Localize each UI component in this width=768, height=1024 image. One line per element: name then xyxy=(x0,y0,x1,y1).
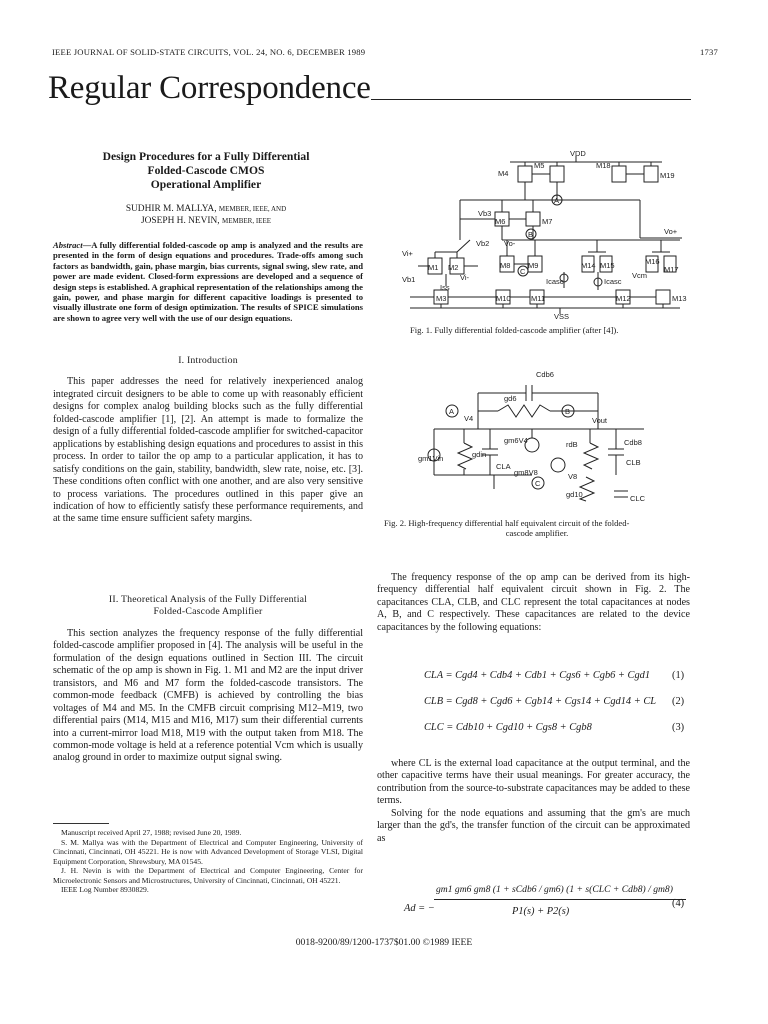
fig2-label-gm1vin: gm1Vin xyxy=(418,454,444,463)
title-line: Design Procedures for a Fully Differential xyxy=(102,150,310,163)
abstract-text: —A fully differential folded-cascode op amp is analyzed and the results are presented in the form of design equations and procedures. Trade-offs among such factors as bandwidth, gain, phase margin, bias currents, signal swing, slew rate, and power are made evident. Closed-form expressions are developed and a sequence of design steps is established. A graphical representation of the relationships among the gain, power, and phase margin for different capacitive loadings is presented to visually illustrate one form of design optimization. The results of SPICE simulations are shown to agree very well with the use of our design equations. xyxy=(53,240,363,323)
fig2-label-gm8v8: gm8V8 xyxy=(514,468,538,477)
intro-paragraph: This paper addresses the need for relatively inexperienced analog integrated circuit designers to be able to come up with reasonably efficient designs for complex analog building blocks such as the fully differential folded-cascode amplifier [1], [2]. An attempt is made to formalize the design of a fully differential folded-cascode amplifier for switched-capacitor applications by establishing design equations and procedures to assist in this process. In order to tailor the op amp to a particular application, it has to satisfy conditions on the gain, stability, bandwidth, slew rate, noise, etc. [3]. These conditions often conflict with one another, and are also very sensitive to process variations. The procedures outlined in this paper give an indication of how to efficiently satisfy these performance requirements, and at the same time ensure sufficient safety margins. xyxy=(53,376,363,525)
fig2-node-c: C xyxy=(535,479,541,488)
fig1-node-a: A xyxy=(554,196,560,205)
fig1-label-m10: M10 xyxy=(496,294,511,303)
equation-2: CLB = Cgd8 + Cgd6 + Cgb14 + Cgs14 + Cgd14 + CL xyxy=(424,696,657,707)
fig1-node-c: C xyxy=(520,267,526,276)
fig2-label-vout: Vout xyxy=(592,416,608,425)
fig1-label-m14: M14 xyxy=(581,261,596,270)
fig2-label-gd10: gd10 xyxy=(566,490,583,499)
page-number: 1737 xyxy=(700,47,718,57)
fig1-label-m6: M6 xyxy=(495,217,506,226)
figure-2-schematic xyxy=(418,365,668,515)
fig1-label-m4: M4 xyxy=(498,169,509,178)
fig1-label-icasc-1: Icasc xyxy=(546,277,564,286)
figure-1-schematic xyxy=(400,148,690,320)
fig1-label-m12: M12 xyxy=(616,294,631,303)
fig1-label-m8: M8 xyxy=(500,261,511,270)
fig1-label-m18: M18 xyxy=(596,161,611,170)
title-line: Folded-Cascode CMOS xyxy=(147,164,265,178)
footnote: IEEE Log Number 8930829. xyxy=(61,885,149,894)
abstract xyxy=(53,240,363,323)
author-role: MEMBER, IEEE, AND xyxy=(218,205,287,213)
equation-4-fraction-bar xyxy=(434,899,686,900)
fig1-label-m17: M17 xyxy=(664,265,679,274)
fig1-label-m9: M9 xyxy=(528,261,539,270)
fig2-label-clb: CLB xyxy=(626,458,641,467)
equation-4-number: (4) xyxy=(672,898,685,909)
fig2-node-a: A xyxy=(449,407,455,416)
fig2-node-b: B xyxy=(565,407,571,416)
fig1-label-vi-plus: Vi+ xyxy=(402,249,413,258)
equation-1: CLA = Cgd4 + Cdb4 + Cdb1 + Cgs6 + Cgb6 + Cgd1 xyxy=(424,670,651,681)
equation-1-number: (1) xyxy=(672,670,685,681)
fig1-label-vb3: Vb3 xyxy=(478,209,492,218)
fig2-label-gd6: gd6 xyxy=(504,394,517,403)
title-line: Operational Amplifier xyxy=(150,178,262,192)
running-header xyxy=(52,47,718,57)
equation-3-number: (3) xyxy=(672,722,685,733)
fig1-label-iss: Iss xyxy=(440,283,450,292)
fig1-label-m11: M11 xyxy=(531,294,546,303)
fig1-label-m3: M3 xyxy=(436,294,447,303)
theory-section xyxy=(53,594,363,765)
journal-citation: IEEE JOURNAL OF SOLID-STATE CIRCUITS, VOL. 24, NO. 6, DECEMBER 1989 xyxy=(52,47,366,57)
fig1-label-icasc-2: Icasc xyxy=(604,277,622,286)
fig1-label-vdd: VDD xyxy=(570,149,586,158)
fig2-label-v4: V4 xyxy=(464,414,474,423)
fig1-label-vo-minus: Vo- xyxy=(504,239,516,248)
title-rule xyxy=(371,99,691,100)
fig1-label-vss: VSS xyxy=(554,312,570,320)
right-column-para2: where CL is the external load capacitance at the output terminal, and the other capacitive terms have their usual meanings. For greater accuracy, the contribution from the source-to-substrate capacitances may be added to these terms. Solving for the node equations and assuming that the gm's are much larger than the gd's, the transfer function of the circuit can be approximated as xyxy=(377,758,690,844)
fig2-label-clc: CLC xyxy=(630,494,646,503)
fig1-label-vi-minus: Vi- xyxy=(460,273,470,282)
footnote-rule xyxy=(53,823,109,824)
intro-section xyxy=(53,355,363,526)
equation-4-denominator: P1(s) + P2(s) xyxy=(512,906,570,917)
fig1-label-m1: M1 xyxy=(428,263,439,272)
fig1-label-m15: M15 xyxy=(600,261,615,270)
right-column-para1: The frequency response of the op amp can be derived from its high-frequency differential half equivalent circuit shown in Fig. 2. The capacitances CLA, CLB, and CLC represent the total capacitances at nodes A, B, and C respectively. These capacitances are related to the device capacitances by the following equations: xyxy=(377,572,690,633)
equation-4-numerator: gm1 gm6 gm8 (1 + sCdb6 / gm6) (1 + s(CLC + Cdb8) / gm8) xyxy=(436,884,673,895)
figure-1-caption: Fig. 1. Fully differential folded-cascode amplifier (after [4]). xyxy=(410,325,619,335)
fig1-node-b: B xyxy=(528,230,534,239)
author-name: SUDHIR M. MALLYA, xyxy=(125,204,217,214)
fig1-label-m5: M5 xyxy=(534,161,545,170)
fig2-label-gm6v4: gm6V4 xyxy=(504,436,528,445)
abstract-label: Abstract xyxy=(53,240,83,250)
author-name: JOSEPH H. NEVIN, xyxy=(141,215,220,226)
section-heading: Folded-Cascode Amplifier xyxy=(153,606,263,618)
equation-3: CLC = Cdb10 + Cgd10 + Cgs8 + Cgb8 xyxy=(424,722,592,733)
figure-2-caption: Fig. 2. High-frequency differential half equivalent circuit of the folded- cascode amplifier. xyxy=(384,518,630,539)
footnote: S. M. Mallya was with the Department of Electrical and Computer Engineering, University of Cincinnati, Cincinnati, OH 45221. He is now with Advanced Development of Storage VLSI, Digital Equipment Corporation, Shrewsbury, MA 01545. xyxy=(53,837,363,866)
fig1-label-m7: M7 xyxy=(542,217,553,226)
fig1-label-vo-plus: Vo+ xyxy=(664,227,678,236)
authors xyxy=(60,204,352,227)
fig1-label-vcm: Vcm xyxy=(632,271,647,280)
section-heading: I. Introduction xyxy=(178,355,238,366)
fig2-label-cdb6: Cdb6 xyxy=(536,370,554,379)
paper-title xyxy=(60,150,352,193)
fig2-label-rdb: rdB xyxy=(566,440,578,449)
copyright-footer: 0018-9200/89/1200-1737$01.00 ©1989 IEEE xyxy=(295,937,473,948)
section-title: Regular Correspondence xyxy=(48,70,371,106)
theory-paragraph: This section analyzes the frequency response of the fully differential folded-cascode amplifier proposed in [4]. The analysis will be useful in the formulation of the design equations outlined in Section III. The circuit schematic of the op amp is shown in Fig. 1. M1 and M2 are the input driver transistors, and M6 and M7 form the folded-cascode transistors. The common-mode feedback (CMFB) is achieved by controlling the bias voltages of M4 and M5. In the CMFB circuit comprising M12–M19, two differential pairs (M14, M15 and M16, M17) sum their differential currents into a current-mirror load M18, M19 with the output taken from M18. The common-mode voltage is held at a reference potential Vcm which is usually analog ground in order to maximize output signal swing. xyxy=(53,627,363,764)
fig1-label-vb2: Vb2 xyxy=(476,239,490,248)
fig1-label-m19: M19 xyxy=(660,171,675,180)
fig1-label-m13: M13 xyxy=(672,294,687,303)
footnote: J. H. Nevin is with the Department of Electrical and Computer Engineering, Center for Microelectronic Sensors and Microstructures, University of Cincinnati, Cincinnati, OH 45221. xyxy=(53,866,363,885)
section-heading: II. Theoretical Analysis of the Fully Differential xyxy=(108,594,308,605)
fig1-label-m2: M2 xyxy=(448,263,459,272)
fig2-label-cla: CLA xyxy=(496,462,511,471)
fig2-label-gdin: gdin xyxy=(472,450,487,459)
author-role: MEMBER, IEEE xyxy=(222,216,271,225)
fig1-label-m16: M16 xyxy=(645,257,660,266)
equation-4-lhs: Ad = − xyxy=(404,903,435,914)
equation-2-number: (2) xyxy=(672,696,685,707)
fig2-label-cdb8: Cdb8 xyxy=(624,438,642,447)
footnote: Manuscript received April 27, 1988; revised June 20, 1989. xyxy=(61,828,242,837)
fig1-label-vb1: Vb1 xyxy=(402,275,416,284)
fig2-label-v8: V8 xyxy=(568,472,578,481)
footnotes xyxy=(53,828,363,895)
